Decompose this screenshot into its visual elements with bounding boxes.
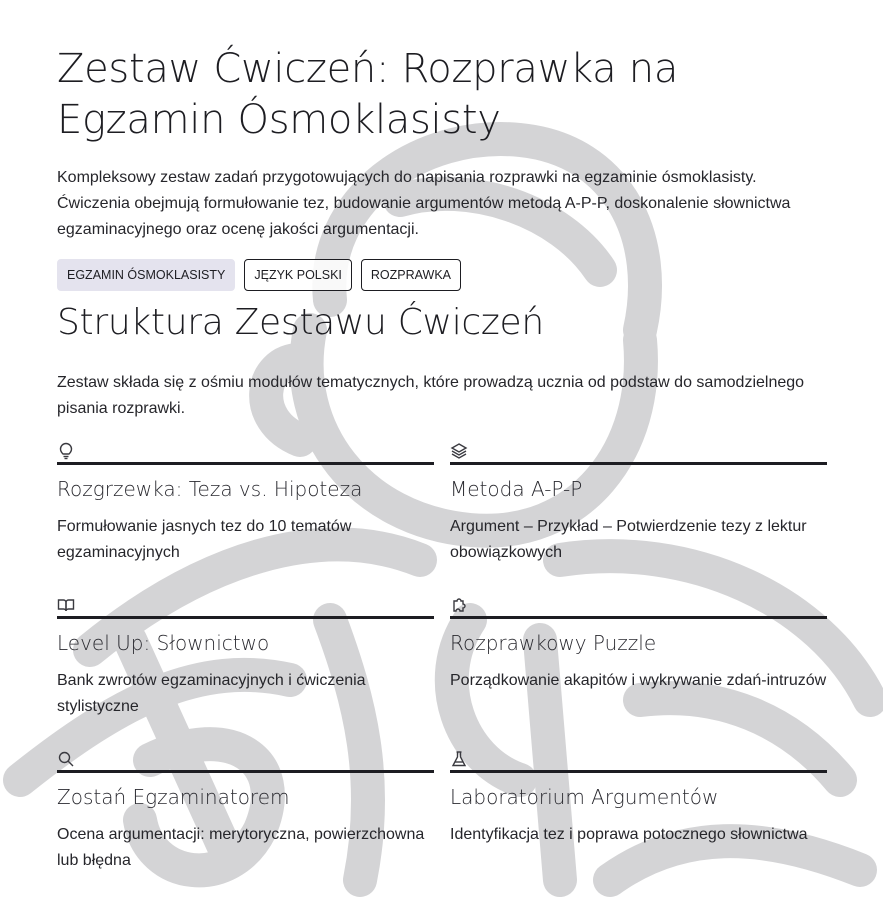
puzzle-icon xyxy=(450,590,827,616)
tag-jezyk-polski[interactable]: JĘZYK POLSKI xyxy=(244,259,352,291)
module-card xyxy=(450,590,827,720)
module-divider xyxy=(450,770,827,773)
module-card xyxy=(57,744,434,874)
module-divider xyxy=(57,616,434,619)
book-open-icon xyxy=(57,590,434,616)
module-title: Metoda A-P-P xyxy=(450,477,583,501)
module-title: Rozprawkowy Puzzle xyxy=(450,631,657,655)
lightbulb-icon xyxy=(57,436,434,462)
layers-icon xyxy=(450,436,827,462)
module-title: Laboratorium Argumentów xyxy=(450,785,719,809)
module-description: Identyfikacja tez i poprawa potocznego słownictwa xyxy=(450,826,808,843)
module-description: Bank zwrotów egzaminacyjnych i ćwiczenia stylistyczne xyxy=(57,672,366,715)
module-title: Level Up: Słownictwo xyxy=(57,631,270,655)
page-intro: Kompleksowy zestaw zadań przygotowujących do napisania rozprawki na egzaminie ósmoklasisty. Ćwiczenia obejmują formułowanie tez, budowanie argumentów metodą A-P-P, doskonalenie słownictwa egzaminacyjnego oraz ocenę jakości argumentacji. xyxy=(57,169,791,238)
tag-egzamin[interactable]: EGZAMIN ÓSMOKLASISTY xyxy=(57,259,235,291)
module-divider xyxy=(450,616,827,619)
module-description: Argument – Przykład – Potwierdzenie tezy z lektur obowiązkowych xyxy=(450,518,807,561)
module-description: Ocena argumentacji: merytoryczna, powierzchowna lub błędna xyxy=(57,826,425,869)
module-card xyxy=(450,436,827,566)
module-description: Porządkowanie akapitów i wykrywanie zdań-intruzów xyxy=(450,672,827,689)
module-title: Zostań Egzaminatorem xyxy=(57,785,290,809)
module-divider xyxy=(57,770,434,773)
page-title: Zestaw Ćwiczeń: Rozprawka na Egzamin Ósmoklasisty xyxy=(57,46,679,143)
module-description: Formułowanie jasnych tez do 10 tematów egzaminacyjnych xyxy=(57,518,352,561)
section-title: Struktura Zestawu Ćwiczeń xyxy=(57,302,544,343)
module-divider xyxy=(450,462,827,465)
module-divider xyxy=(57,462,434,465)
flask-icon xyxy=(450,744,827,770)
module-card xyxy=(57,590,434,720)
section-description: Zestaw składa się z ośmiu modułów tematycznych, które prowadzą ucznia od podstaw do samodzielnego pisania rozprawki. xyxy=(57,374,805,417)
module-card xyxy=(450,744,827,874)
tag-rozprawka[interactable]: ROZPRAWKA xyxy=(361,259,461,291)
module-card xyxy=(57,436,434,566)
tag-list xyxy=(57,259,826,291)
module-grid xyxy=(57,436,826,874)
module-title: Rozgrzewka: Teza vs. Hipoteza xyxy=(57,477,363,501)
search-icon xyxy=(57,744,434,770)
